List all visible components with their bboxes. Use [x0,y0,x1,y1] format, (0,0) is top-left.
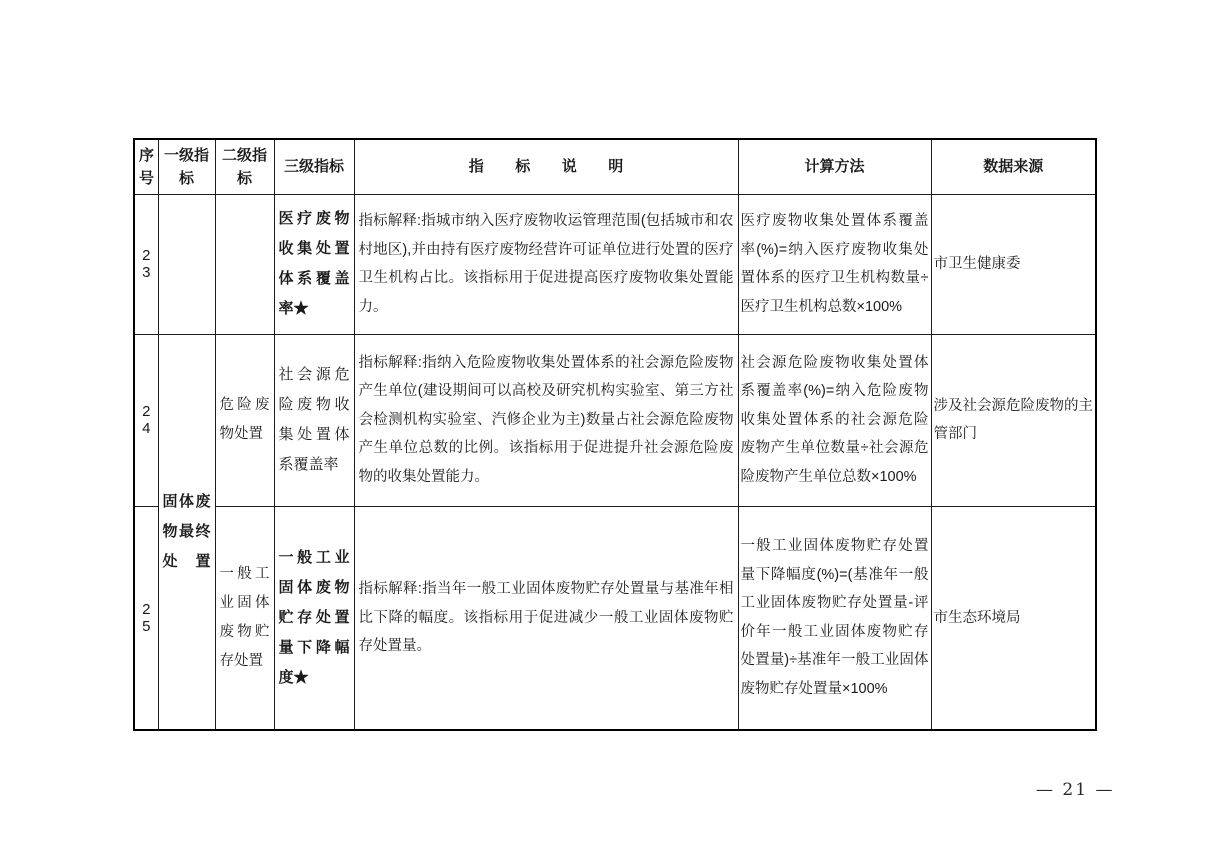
header-level2: 二级指标 [215,139,274,194]
cell-row23-level1 [158,194,215,334]
cell-row24-level3: 社会源危险废物收集处置体系覆盖率 [274,334,354,506]
cell-row24-no: 24 [134,334,158,506]
cell-level1-solid-waste-merged: 固体废物最终处置 [158,334,215,730]
table-row-24 [134,334,1096,506]
header-source: 数据来源 [931,139,1096,194]
cell-row25-source: 市生态环境局 [931,506,1096,730]
cell-row23-level2 [215,194,274,334]
cell-row25-level2: 一般工业固体废物贮存处置 [215,506,274,730]
cell-row23-description: 指标解释:指城市纳入医疗废物收运管理范围(包括城市和农村地区),并由持有医疗废物经营许可证单位进行处置的医疗卫生机构占比。该指标用于促进提高医疗废物收集处置能力。 [354,194,738,334]
table-header-row [134,139,1096,194]
cell-row24-description: 指标解释:指纳入危险废物收集处置体系的社会源危险废物产生单位(建设期间可以高校及研究机构实验室、第三方社会检测机构实验室、汽修企业为主)数量占社会源危险废物产生单位总数的比例。该指标用于促进提升社会源危险废物的收集处置能力。 [354,334,738,506]
table-row-25 [134,506,1096,730]
table-row-23 [134,194,1096,334]
cell-row23-level3: 医疗废物收集处置体系覆盖率★ [274,194,354,334]
cell-row25-no: 25 [134,506,158,730]
page-number: — 21 — [1036,780,1115,800]
cell-row24-level2: 危险废物处置 [215,334,274,506]
header-level1: 一级指标 [158,139,215,194]
cell-row23-calculation: 医疗废物收集处置体系覆盖率(%)=纳入医疗废物收集处置体系的医疗卫生机构数量÷医疗卫生机构总数×100% [738,194,931,334]
cell-row25-description: 指标解释:指当年一般工业固体废物贮存处置量与基准年相比下降的幅度。该指标用于促进减少一般工业固体废物贮存处置量。 [354,506,738,730]
cell-row23-no: 23 [134,194,158,334]
cell-row25-level3: 一般工业固体废物贮存处置量下降幅度★ [274,506,354,730]
header-description: 指标说明 [354,139,738,194]
cell-row25-calculation: 一般工业固体废物贮存处置量下降幅度(%)=(基准年一般工业固体废物贮存处置量-评价年一般工业固体废物贮存处置量)÷基准年一般工业固体废物贮存处置量×100% [738,506,931,730]
cell-row23-source: 市卫生健康委 [931,194,1096,334]
header-calculation: 计算方法 [738,139,931,194]
indicator-table [133,138,1097,731]
header-no: 序号 [134,139,158,194]
header-level3: 三级指标 [274,139,354,194]
cell-row24-source: 涉及社会源危险废物的主管部门 [931,334,1096,506]
cell-row24-calculation: 社会源危险废物收集处置体系覆盖率(%)=纳入危险废物收集处置体系的社会源危险废物产生单位数量÷社会源危险废物产生单位总数×100% [738,334,931,506]
